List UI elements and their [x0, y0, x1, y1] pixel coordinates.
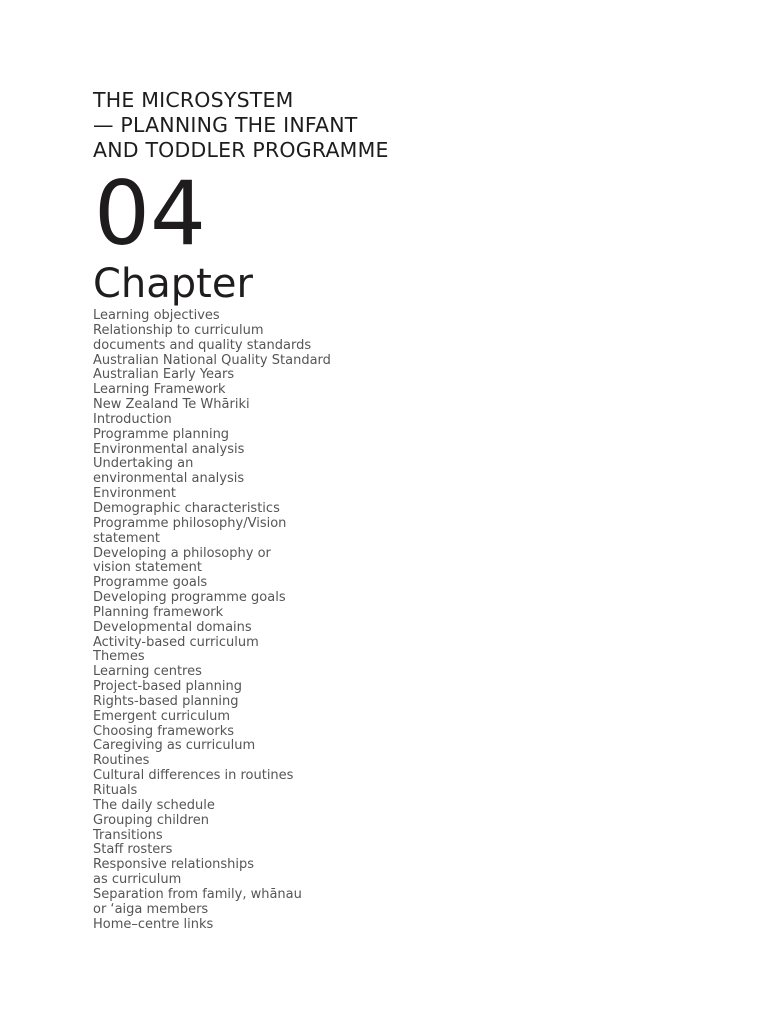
contents-item: Grouping children: [93, 812, 209, 828]
contents-item: Programme planning: [93, 426, 230, 442]
contents-item: as curriculum: [93, 872, 182, 888]
contents-item: Rights-based planning: [93, 693, 239, 709]
contents-item: Developmental domains: [93, 619, 252, 635]
contents-item: Transitions: [93, 827, 163, 843]
contents-item: Environmental analysis: [93, 441, 245, 457]
contents-item: Routines: [93, 753, 150, 769]
contents-item: Introduction: [93, 411, 172, 427]
chapter-title-line: — PLANNING THE INFANT: [93, 113, 358, 137]
contents-item: Learning centres: [93, 664, 202, 680]
contents-item: documents and quality standards: [93, 337, 312, 353]
chapter-label: Chapter: [93, 261, 253, 307]
chapter-title: [93, 88, 693, 163]
contents-item: Undertaking an: [93, 456, 194, 472]
contents-item: or ‘aiga members: [93, 901, 209, 917]
contents-item: Responsive relationships: [93, 857, 255, 873]
contents-item: Rituals: [93, 783, 138, 798]
contents-item: Developing a philosophy or: [93, 545, 271, 561]
contents-item: Relationship to curriculum: [93, 322, 264, 338]
contents-item: Staff rosters: [93, 842, 173, 858]
chapter-title-line: THE MICROSYSTEM: [93, 88, 294, 112]
contents-item: Cultural differences in routines: [93, 768, 294, 784]
contents-item: environmental analysis: [93, 471, 245, 487]
contents-item: Programme philosophy/Vision: [93, 515, 287, 531]
contents-item: Caregiving as curriculum: [93, 738, 256, 754]
chapter-number: 04: [94, 162, 206, 265]
contents-item: Separation from family, whānau: [93, 886, 302, 902]
contents-item: Choosing frameworks: [93, 723, 235, 739]
contents-item: Australian National Quality Standard: [93, 352, 331, 368]
contents-item: vision statement: [93, 560, 202, 576]
contents-item: The daily schedule: [93, 797, 215, 813]
chapter-title-line: AND TODDLER PROGRAMME: [93, 138, 389, 162]
contents-item: Demographic characteristics: [93, 500, 280, 516]
contents-item: Programme goals: [93, 575, 208, 591]
contents-list: [93, 309, 693, 932]
contents-item: Learning Framework: [93, 382, 226, 398]
contents-item: Home–centre links: [93, 916, 214, 932]
contents-item: New Zealand Te Whāriki: [93, 397, 250, 413]
contents-item: Developing programme goals: [93, 590, 286, 606]
contents-item: Emergent curriculum: [93, 708, 231, 724]
contents-item: Australian Early Years: [93, 367, 235, 383]
contents-item: Learning objectives: [93, 308, 220, 323]
contents-item: Themes: [93, 649, 145, 665]
contents-item: Planning framework: [93, 604, 224, 620]
contents-item: statement: [93, 530, 160, 546]
contents-item: Environment: [93, 486, 177, 502]
contents-item: Activity-based curriculum: [93, 634, 259, 650]
contents-item: Project-based planning: [93, 679, 242, 695]
chapter-page: [93, 88, 693, 932]
